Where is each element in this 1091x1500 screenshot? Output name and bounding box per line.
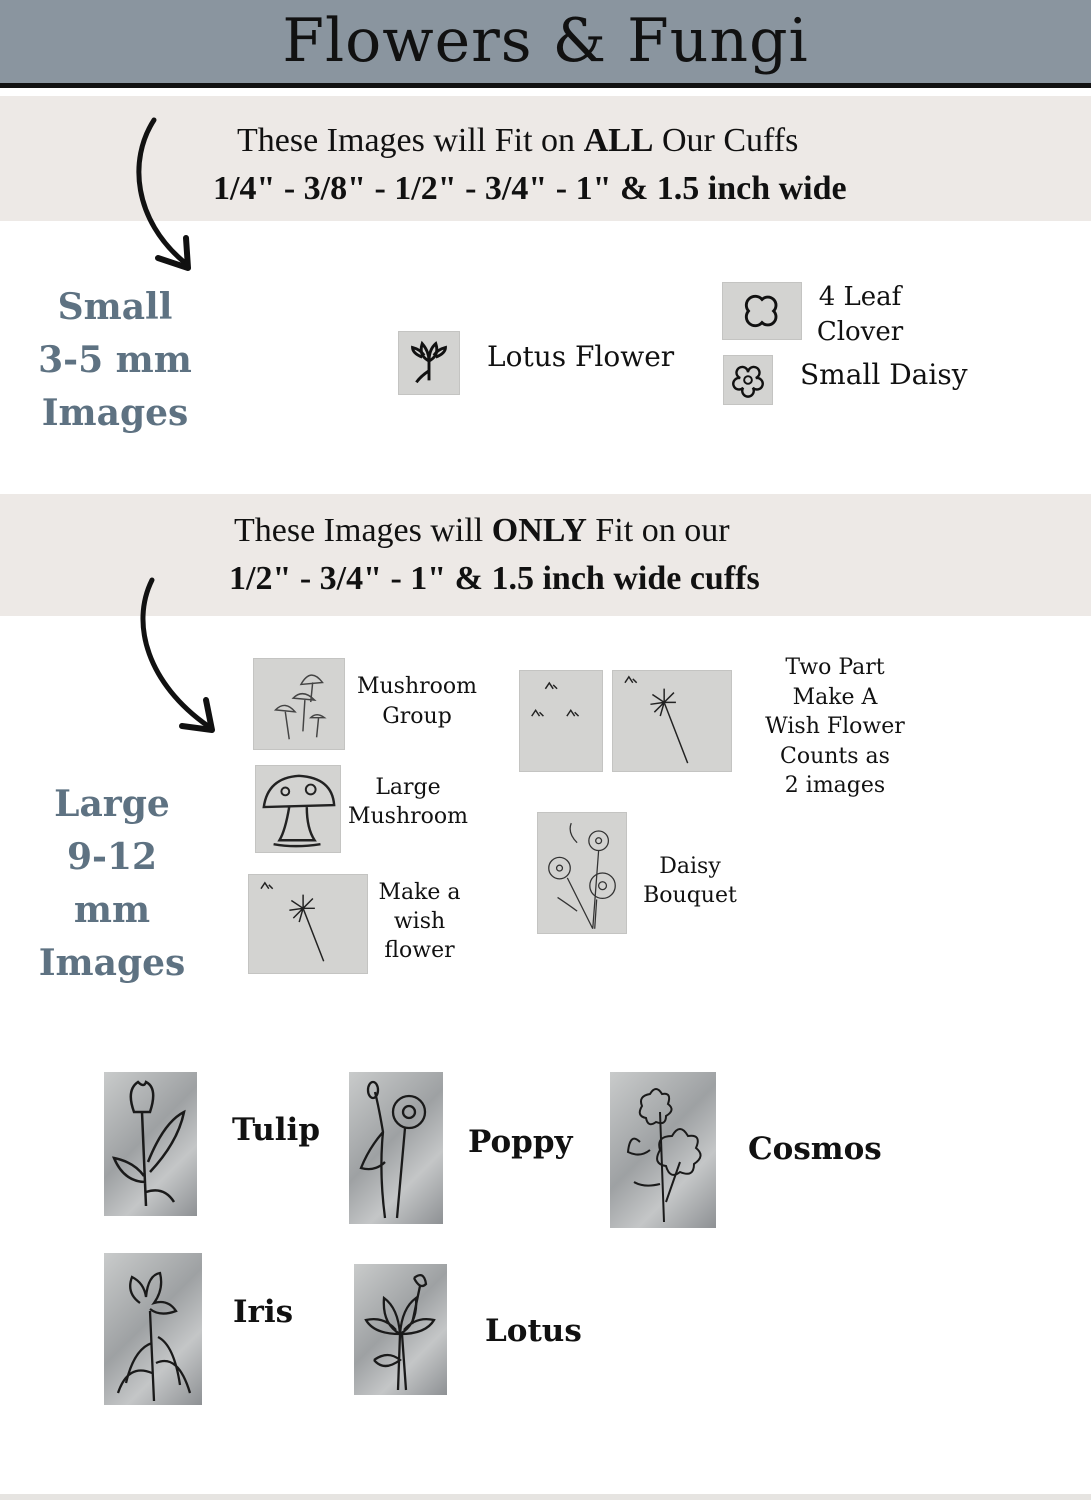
two-part-line5: 2 images bbox=[784, 773, 886, 798]
large-size-label bbox=[27, 778, 197, 990]
small-size-label bbox=[30, 281, 200, 440]
clover-stamp-icon bbox=[722, 282, 802, 340]
wish-flower-stamp-icon bbox=[612, 670, 732, 772]
fit-only-line1: These Images will ONLY Fit on our bbox=[234, 512, 730, 549]
two-part-line3: Wish Flower bbox=[765, 714, 905, 739]
two-part-label bbox=[760, 653, 910, 801]
two-part-line2: Make A bbox=[792, 684, 878, 710]
clover-label bbox=[810, 280, 910, 350]
small-label-line2: 3-5 mm bbox=[38, 339, 192, 381]
clover-label-line1: 4 Leaf bbox=[818, 282, 902, 312]
daisy-bouquet-label bbox=[640, 852, 740, 910]
mushroom-group-line1: Mushroom bbox=[356, 674, 478, 699]
make-a-wish-label bbox=[372, 878, 467, 965]
lotus-flower-label: Lotus Flower bbox=[487, 340, 675, 373]
two-part-line4: Counts as bbox=[780, 743, 890, 769]
iris-label: Iris bbox=[233, 1294, 294, 1330]
page-header bbox=[0, 0, 1091, 88]
large-mushroom-line1: Large bbox=[375, 775, 441, 800]
small-label-line3: Images bbox=[41, 392, 189, 434]
daisy-bouquet-stamp-icon bbox=[537, 812, 627, 934]
page-title: Flowers & Fungi bbox=[282, 6, 809, 76]
small-daisy-label: Small Daisy bbox=[800, 358, 968, 391]
large-label-line3: Images bbox=[38, 942, 186, 984]
daisy-bouquet-line1: Daisy bbox=[659, 854, 721, 879]
make-a-wish-line3: flower bbox=[384, 938, 455, 963]
small-label-line1: Small bbox=[57, 286, 173, 328]
lotus-label: Lotus bbox=[485, 1313, 582, 1349]
large-label-line1: Large bbox=[54, 783, 170, 825]
mushroom-group-line2: Group bbox=[382, 704, 452, 729]
poppy-label: Poppy bbox=[468, 1124, 573, 1160]
large-mushroom-line2: Mushroom bbox=[347, 804, 469, 829]
large-mushroom-stamp-icon bbox=[255, 765, 341, 853]
lotus-flower-stamp-icon bbox=[398, 331, 460, 395]
wish-seeds-stamp-icon bbox=[519, 670, 603, 772]
mushroom-group-stamp-icon bbox=[253, 658, 345, 750]
curved-arrow-icon bbox=[120, 112, 210, 282]
small-daisy-stamp-icon bbox=[723, 355, 773, 405]
large-mushroom-label bbox=[344, 773, 472, 831]
tulip-label: Tulip bbox=[232, 1112, 320, 1148]
poppy-stamp-icon bbox=[349, 1072, 443, 1224]
cosmos-label: Cosmos bbox=[748, 1131, 882, 1167]
fit-all-sizes: 1/4" - 3/8" - 1/2" - 3/4" - 1" & 1.5 inch wide bbox=[213, 170, 847, 207]
make-a-wish-line2: wish bbox=[393, 909, 446, 934]
curved-arrow-icon bbox=[128, 574, 223, 742]
clover-label-line2: Clover bbox=[816, 317, 904, 347]
bottom-divider bbox=[0, 1494, 1091, 1500]
tulip-stamp-icon bbox=[104, 1072, 197, 1216]
make-a-wish-stamp-icon bbox=[248, 874, 368, 974]
iris-stamp-icon bbox=[104, 1253, 202, 1405]
fit-all-line1: These Images will Fit on ALL Our Cuffs bbox=[237, 122, 799, 159]
fit-only-sizes: 1/2" - 3/4" - 1" & 1.5 inch wide cuffs bbox=[229, 560, 760, 597]
large-label-line2: 9-12 mm bbox=[66, 836, 158, 931]
lotus-stamp-icon bbox=[354, 1264, 447, 1395]
cosmos-stamp-icon bbox=[610, 1072, 716, 1228]
mushroom-group-label bbox=[352, 672, 482, 732]
two-part-line1: Two Part bbox=[785, 655, 885, 680]
make-a-wish-line1: Make a bbox=[378, 880, 461, 905]
daisy-bouquet-line2: Bouquet bbox=[643, 883, 737, 908]
